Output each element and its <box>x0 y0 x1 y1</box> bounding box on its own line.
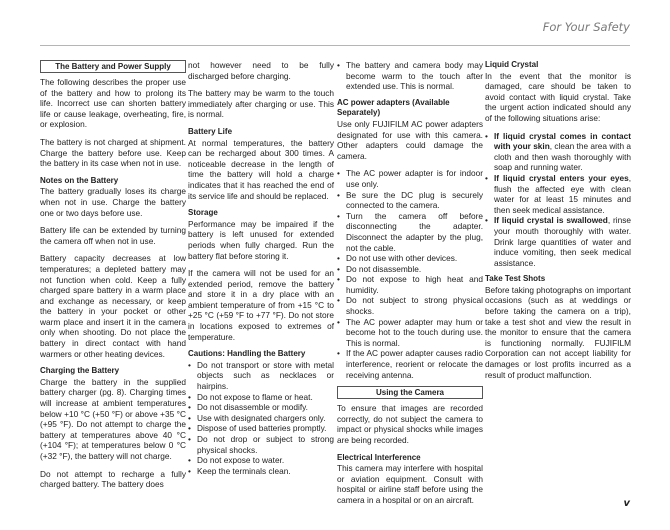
list-item-text: , rinse your mouth thoroughly with water. Drink large quantities of water and induce vomiting, then seek medical assistance. <box>494 215 631 268</box>
list-item-lead: If liquid crystal is swallowed <box>494 215 608 226</box>
list-item: • Do not expose to high heat and humidity. <box>337 274 483 295</box>
subheading: Cautions: Handling the Battery <box>188 349 306 359</box>
page-body <box>40 60 631 505</box>
bullet-list <box>337 168 483 380</box>
paragraph: Performance may be impaired if the battery is left unused for extended periods when fully charged. Run the battery flat before storing it. <box>188 218 334 261</box>
list-item: • Do not use with other devices. <box>337 253 483 264</box>
subheading: Liquid Crystal <box>485 60 539 69</box>
paragraph: The battery may be warm to the touch immediately after charging or use. This is normal. <box>188 88 334 120</box>
page-header-title: For Your Safety <box>542 20 630 34</box>
list-item: • Do not disassemble. <box>337 264 483 275</box>
paragraph: This camera may interfere with hospital or aviation equipment. Consult with hospital or airline staff before using the camera in a hospital or on an aircraft. <box>337 463 483 505</box>
section-box-battery: The Battery and Power Supply <box>40 60 186 73</box>
list-item: • Do not drop or subject to strong physical shocks. <box>188 434 334 455</box>
list-item: • Turn the camera off before disconnecting the adapter. Disconnect the adapter by the plug, not the cable. <box>337 211 483 253</box>
page-number: v <box>623 498 630 509</box>
paragraph: Charge the battery in the supplied battery charger (pg. 8). Charging times will increase at ambient temperatures below +10 °C (+50 °F) or above +35 °C (+95 °F). Do not attempt to charge the battery at temperatures above 40 °C (+104 °F); at temperatures below 0 °C (+32 °F), the battery will not charge. <box>40 376 186 461</box>
paragraph: Use only FUJIFILM AC power adapters designated for use with this camera. Other adapters could damage the camera. <box>337 118 483 161</box>
list-item: • The battery and camera body may become warm to the touch after extended use. This is normal. <box>337 60 483 92</box>
paragraph: If the camera will not be used for an extended period, remove the battery and store it in a dry place with an ambient temperature of from +15 °C to +25 °C (+59 °F to +77 °F). Do not store in locations exposed to extremes of temperature. <box>188 268 334 342</box>
list-item: • The AC power adapter is for indoor use only. <box>337 168 483 189</box>
paragraph: At normal temperatures, the battery can be recharged about 300 times. A noticeable decrease in the length of time the battery will hold a charge indicates that it has reached the end of its service life and should be replaced. <box>188 137 334 201</box>
paragraph: Battery life can be extended by turning the camera off when not in use. <box>40 225 186 246</box>
list-item: • If the AC power adapter causes radio interference, reorient or relocate the receiving antenna. <box>337 348 483 380</box>
subheading: Take Test Shots <box>485 274 546 284</box>
list-item-lead: If liquid crystal enters your eyes <box>494 172 629 183</box>
bullet-list <box>485 131 631 269</box>
paragraph: The battery gradually loses its charge when not in use. Charge the battery one or two days before use. <box>40 186 186 218</box>
subheading: Battery Life <box>188 126 233 136</box>
list-item <box>485 215 631 268</box>
list-item: • Keep the terminals clean. <box>188 466 334 477</box>
paragraph: The following describes the proper use of the battery and how to prolong its life. Incorrect use can shorten battery life or cause leakage, overheating, fire, or explosion. <box>40 77 186 130</box>
bullet-list <box>337 60 483 92</box>
list-item <box>485 173 631 215</box>
subheading: Storage <box>188 208 218 218</box>
subheading: Electrical Interference <box>337 452 421 462</box>
column-1 <box>40 60 186 497</box>
list-item: • The AC power adapter may hum or become hot to the touch during use. This is normal. <box>337 317 483 349</box>
section-box-using-camera: Using the Camera <box>337 386 483 399</box>
subheading: Charging the Battery <box>40 366 120 376</box>
list-item-text: , flush the affected eye with clean water for at least 15 minutes and then seek medical assistance. <box>494 172 631 215</box>
list-item: • Do not expose to water. <box>188 455 334 466</box>
column-2 <box>188 60 334 482</box>
list-item: • Use with designated chargers only. <box>188 413 334 424</box>
list-item: • Do not subject to strong physical shocks. <box>337 295 483 316</box>
list-item-text: , clean the area with a cloth and then wash thoroughly with soap and running water. <box>494 141 631 173</box>
subheading: Notes on the Battery <box>40 175 119 185</box>
column-3 <box>337 60 483 513</box>
list-item: • Do not expose to flame or heat. <box>188 392 334 403</box>
paragraph: To ensure that images are recorded correctly, do not subject the camera to impact or physical shocks while images are being recorded. <box>337 403 483 445</box>
header-rule <box>40 45 630 46</box>
paragraph: Before taking photographs on important occasions (such as at weddings or before taking the camera on a trip), take a test shot and view the result in the monitor to ensure that the camera is functioning normally. FUJIFILM Corporation can not accept liability for damages or lost profits incurred as a result of product malfunction. <box>485 284 631 380</box>
paragraph: not however need to be fully discharged before charging. <box>188 60 334 81</box>
list-item: • Do not disassemble or modify. <box>188 402 334 413</box>
subheading: AC power adapters (Available Separately) <box>337 97 450 118</box>
list-item: • Do not transport or store with metal objects such as necklaces or hairpins. <box>188 360 334 392</box>
list-item-lead: If liquid crystal comes in contact with your skin <box>494 130 631 152</box>
paragraph: Do not attempt to recharge a fully charged battery. The battery does <box>40 468 186 490</box>
list-item: • Be sure the DC plug is securely connected to the camera. <box>337 190 483 211</box>
paragraph: Battery capacity decreases at low temperatures; a depleted battery may not function when cold. Keep a fully charged spare battery in a warm place and exchange as necessary, or keep the battery in your pocket or other warm place and insert it in the camera only when shooting. Do not place the battery in direct contact with hand warmers or other heating devices. <box>40 253 186 359</box>
paragraph: The battery is not charged at shipment. Charge the battery before use. Keep the battery in its case when not in use. <box>40 136 186 169</box>
list-item <box>485 131 631 173</box>
list-item: • Dispose of used batteries promptly. <box>188 423 334 434</box>
column-4 <box>485 60 631 387</box>
bullet-list <box>188 360 334 477</box>
paragraph: In the event that the monitor is damaged, care should be taken to avoid contact with liquid crystal. Take the urgent action indicated should any of the following situations arise: <box>485 70 631 123</box>
